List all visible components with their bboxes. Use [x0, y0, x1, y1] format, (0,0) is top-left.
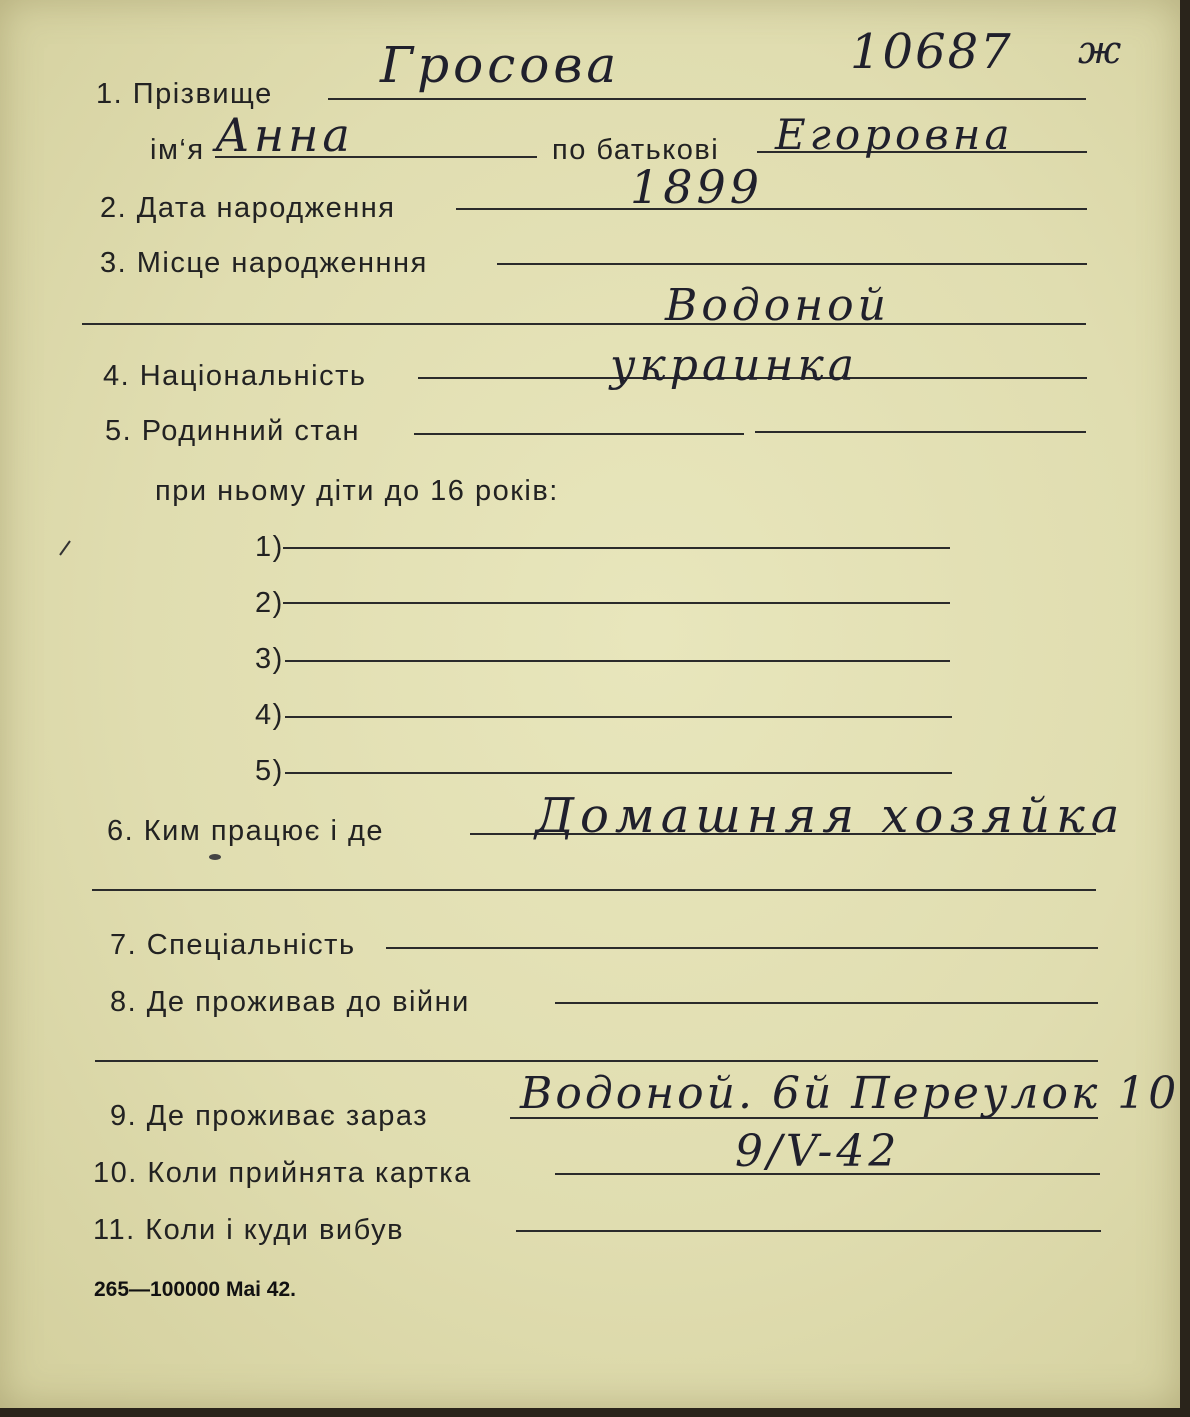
- child-line-label: 1): [255, 531, 284, 563]
- ink-stroke-mark: [56, 535, 76, 559]
- label-birth-date: 2. Дата народження: [100, 192, 396, 224]
- label-specialty: 7. Спеціальність: [110, 929, 356, 961]
- fill-line: [283, 547, 950, 549]
- fill-line: [328, 98, 1086, 100]
- child-line-label: 4): [255, 699, 284, 731]
- label-name: ім‘я: [150, 134, 205, 166]
- handwritten-birth-year: 1899: [630, 160, 764, 214]
- fill-line: [285, 716, 952, 718]
- fill-line: [92, 889, 1096, 891]
- handwritten-patronymic: Егоровна: [775, 110, 1014, 159]
- label-surname: 1. Прізвище: [96, 78, 273, 110]
- fill-line: [285, 772, 952, 774]
- handwritten-birthplace: Водоной: [665, 280, 891, 331]
- label-children: при ньому діти до 16 років:: [155, 475, 559, 507]
- fill-line: [497, 263, 1087, 265]
- label-prewar-address: 8. Де проживав до війни: [110, 986, 470, 1018]
- label-birth-place: 3. Місце народженння: [100, 247, 428, 279]
- fill-line: [82, 323, 1086, 325]
- child-line-label: 5): [255, 755, 284, 787]
- fill-line: [516, 1230, 1101, 1232]
- handwritten-current-address: Водоной. 6й Переулок 10: [520, 1068, 1180, 1119]
- label-departure: 11. Коли і куди вибув: [93, 1214, 404, 1246]
- fill-line: [755, 431, 1086, 433]
- label-marital-status: 5. Родинний стан: [105, 415, 361, 447]
- fill-line: [414, 433, 744, 435]
- fill-line: [555, 1002, 1098, 1004]
- scan-border-bottom: [0, 1408, 1190, 1417]
- printer-imprint: 265—100000 Mai 42.: [94, 1278, 296, 1301]
- label-nationality: 4. Національність: [103, 360, 367, 392]
- handwritten-card-date: 9/V-42: [735, 1126, 901, 1177]
- fill-line: [285, 660, 950, 662]
- fill-line: [456, 208, 1087, 210]
- label-card-date: 10. Коли прийнята картка: [93, 1157, 472, 1189]
- fill-line: [95, 1060, 1098, 1062]
- handwritten-card-number: 10687: [850, 24, 1013, 80]
- child-line-label: 2): [255, 587, 284, 619]
- label-patronymic: по батькові: [552, 134, 720, 166]
- handwritten-occupation: Домашняя хозяйка: [535, 788, 1126, 844]
- label-occupation: 6. Ким працює і де: [107, 815, 385, 847]
- handwritten-nationality: украинка: [610, 340, 859, 391]
- scan-border-right: [1180, 0, 1190, 1417]
- handwritten-name: Анна: [215, 108, 354, 162]
- fill-line: [386, 947, 1098, 949]
- child-line-label: 3): [255, 643, 284, 675]
- fill-line: [283, 602, 950, 604]
- label-current-address: 9. Де проживає зараз: [110, 1100, 429, 1132]
- handwritten-surname: Гросова: [380, 36, 621, 94]
- ink-dot-mark: [205, 850, 225, 864]
- handwritten-corner-mark: ж: [1078, 28, 1126, 72]
